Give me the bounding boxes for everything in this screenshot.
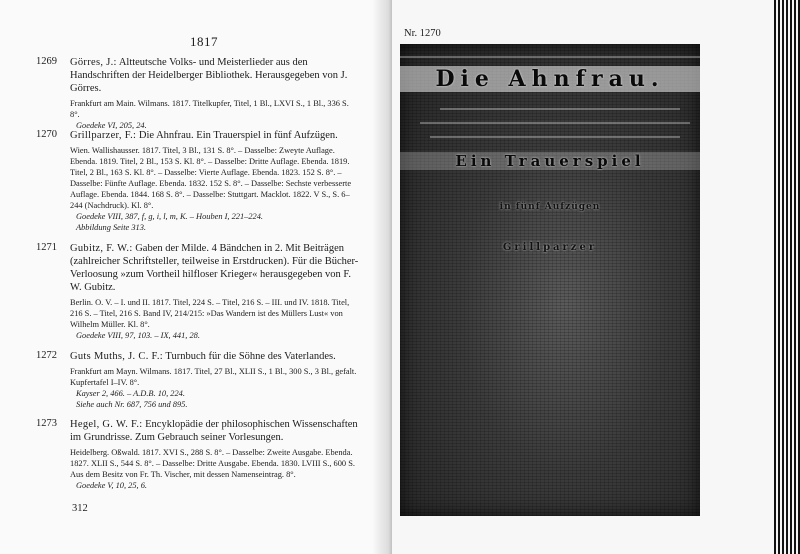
entry-reference: Goedeke VIII, 387, f, g, i, l, m, K. – Houben I, 221–224. <box>76 212 264 221</box>
rule-line <box>420 122 690 124</box>
entry-1273 <box>36 418 360 491</box>
entry-number: 1271 <box>36 242 57 253</box>
entry-detail: Frankfurt am Main. Wilmans. 1817. Titelkupfer, Titel, 1 Bl., LXVI S., 1 Bl., 336 S. 8°. <box>70 99 349 119</box>
plate-label: Nr. 1270 <box>404 28 441 39</box>
rule-line <box>440 108 680 110</box>
facsimile-small-line: in fünf Aufzügen <box>499 202 601 212</box>
entry-1270 <box>36 129 360 233</box>
entry-detail: Heidelberg. Oßwald. 1817. XVI S., 288 S. 8°. – Dasselbe: Zweite Ausgabe. Ebenda. 1827. XLII S., 544 S. 8°. – Dasselbe: Dritte Ausgabe. Ebenda. 1830. LVIII S., 600 S. Aus dem Besitz von Fr. Th. Vischer, mit dessen Namenseintrag. 8°. <box>70 448 355 479</box>
entry-1269 <box>36 56 360 131</box>
entry-author: Görres, J.: <box>70 57 117 68</box>
entry-number: 1269 <box>36 56 57 67</box>
entry-heading <box>70 418 360 444</box>
entry-detail: Berlin. O. V. – I. und II. 1817. Titel, 224 S. – Titel, 216 S. – III. und IV. 1818. Titel, 216 S. – Titel, 216 S. Band IV, 214/215: »Das Wandern ist des Müllers Lust« von Wilhelm Müller. Kl. 8°. <box>70 298 350 329</box>
entry-title: Turnbuch für die Söhne des Vaterlandes. <box>165 351 336 362</box>
entry-author: Guts Muths, J. C. F.: <box>70 351 163 362</box>
entry-number: 1272 <box>36 350 57 361</box>
entry-title: Encyklopädie der philosophischen Wissenschaften im Grundrisse. Zum Gebrauch seiner Vorlesungen. <box>70 419 358 443</box>
title-page-facsimile <box>400 44 700 516</box>
rule-line <box>430 136 680 138</box>
year-heading: 1817 <box>190 34 218 49</box>
page-edges <box>774 0 800 554</box>
entry-title: Altteutsche Volks- und Meisterlieder aus den Handschriften der Heidelberger Bibliothek. Herausgegeben von J. Görres. <box>70 57 348 94</box>
entry-see-also: Siehe auch Nr. 687, 756 und 895. <box>76 400 188 409</box>
entry-1271 <box>36 242 360 341</box>
entry-1272 <box>36 350 360 410</box>
entry-author: Hegel, G. W. F.: <box>70 419 143 430</box>
facsimile-author: Grillparzer <box>502 242 598 253</box>
entry-heading <box>70 56 360 95</box>
left-page <box>0 0 393 554</box>
entry-heading <box>70 242 360 294</box>
entry-heading <box>70 129 360 142</box>
entry-number: 1270 <box>36 129 57 140</box>
facsimile-subtitle: Ein Trauerspiel <box>400 152 700 170</box>
entry-author: Gubitz, F. W.: <box>70 243 133 254</box>
entry-detail: Wien. Wallishausser. 1817. Titel, 3 Bl., 131 S. 8°. – Dasselbe: Zweyte Auflage. Ebenda. 1819. Titel, 2 Bl., 153 S. Kl. 8°. – Dasselbe: Dritte Auflage. Ebenda. 1819. Titel, 2 Bl., 163 S. Kl. 8°. – Dasselbe: Vierte Auflage. Ebenda. 1823. 152 S. 8°. – Dasselbe: Fünfte Auflage. Ebenda. 1832. 152 S. 8°. – Dasselbe: Sechste verbesserte Auflage. Ebenda. 1844. 168 S. 8°. – Dasselbe: Stuttgart. Macklot. 1822. V S., S. 6–244 (Nachdruck). Kl. 8°. <box>70 146 352 210</box>
facsimile-title: Die Ahnfrau. <box>400 66 700 92</box>
entry-author: Grillparzer, F.: <box>70 130 137 141</box>
rule-line <box>400 56 700 58</box>
entry-figure-reference: Abbildung Seite 313. <box>76 223 147 232</box>
entry-reference: Goedeke VIII, 97, 103. – IX, 441, 28. <box>76 331 200 340</box>
entry-title: Gaben der Milde. 4 Bändchen in 2. Mit Beiträgen (zahlreicher Schriftsteller, teilweise in Erstdrucken). Für die Bücher-Verloosung »zum Vortheil hilfloser Krieger« herausgegeben von F. W. Gubitz. <box>70 243 359 293</box>
entry-title: Die Ahnfrau. Ein Trauerspiel in fünf Aufzügen. <box>138 130 338 141</box>
entry-reference: Goedeke VI, 205, 24. <box>76 121 147 130</box>
entry-heading <box>70 350 360 363</box>
entry-reference: Goedeke V, 10, 25, 6. <box>76 481 148 490</box>
entry-detail: Frankfurt am Mayn. Wilmans. 1817. Titel, 27 Bl., XLII S., 1 Bl., 300 S., 3 Bl., gefalt. Kupfertafel I–IV. 8°. <box>70 367 357 387</box>
entry-number: 1273 <box>36 418 57 429</box>
page-number: 312 <box>72 503 88 514</box>
entry-reference: Kayser 2, 466. – A.D.B. 10, 224. <box>76 389 185 398</box>
